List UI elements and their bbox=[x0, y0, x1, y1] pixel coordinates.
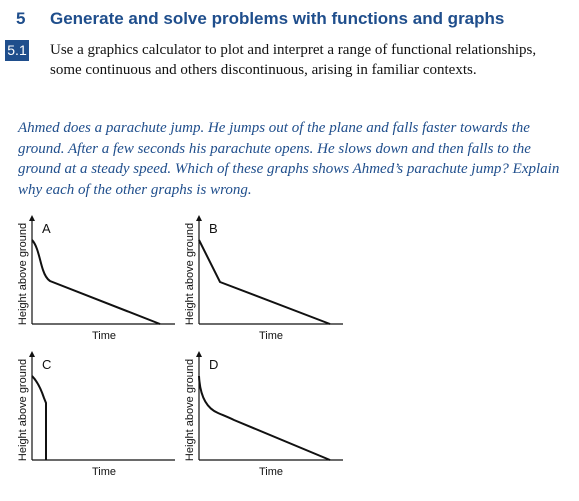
graph-d bbox=[184, 354, 343, 478]
graph-d-curve bbox=[199, 376, 330, 460]
graph-b-xlabel: Time bbox=[258, 330, 284, 342]
objective-code: 5.1 bbox=[5, 40, 29, 61]
graph-c-letter: C bbox=[42, 357, 52, 372]
learning-objective bbox=[5, 40, 573, 104]
graph-d-letter: D bbox=[209, 357, 219, 372]
graph-d-xlabel: Time bbox=[258, 466, 284, 478]
graph-c-xlabel: Time bbox=[91, 466, 117, 478]
graph-c-curve bbox=[32, 376, 46, 460]
graph-a-xlabel: Time bbox=[91, 330, 117, 342]
graph-b bbox=[184, 218, 343, 342]
question-text: Ahmed does a parachute jump. He jumps out of the plane and falls faster towards the ground. After a few seconds his parachute opens. He slows down and then falls to the ground at a steady speed. Which of these graphs shows Ahmed’s parachute jump? Explain why each of the other graphs is wrong. bbox=[18, 120, 560, 198]
graph-c-ylabel: Height above ground bbox=[17, 358, 29, 462]
graph-panel bbox=[0, 200, 579, 501]
objective-text: Use a graphics calculator to plot and interpret a range of functional relationships, some continuous and others discontinuous, arising in familiar contexts. bbox=[50, 42, 537, 78]
graph-a-curve bbox=[32, 240, 160, 324]
graph-b-letter: B bbox=[209, 221, 218, 236]
section-number: 5 bbox=[16, 9, 26, 28]
section-heading bbox=[8, 6, 573, 32]
graph-c bbox=[17, 354, 175, 478]
section-title: Generate and solve problems with functions and graphs bbox=[50, 9, 505, 28]
graph-a-ylabel: Height above ground bbox=[17, 222, 29, 326]
graph-a-letter: A bbox=[42, 221, 51, 236]
graph-a bbox=[17, 218, 175, 342]
graph-b-ylabel: Height above ground bbox=[184, 222, 196, 326]
graph-d-ylabel: Height above ground bbox=[184, 358, 196, 462]
graph-b-curve bbox=[199, 240, 330, 324]
